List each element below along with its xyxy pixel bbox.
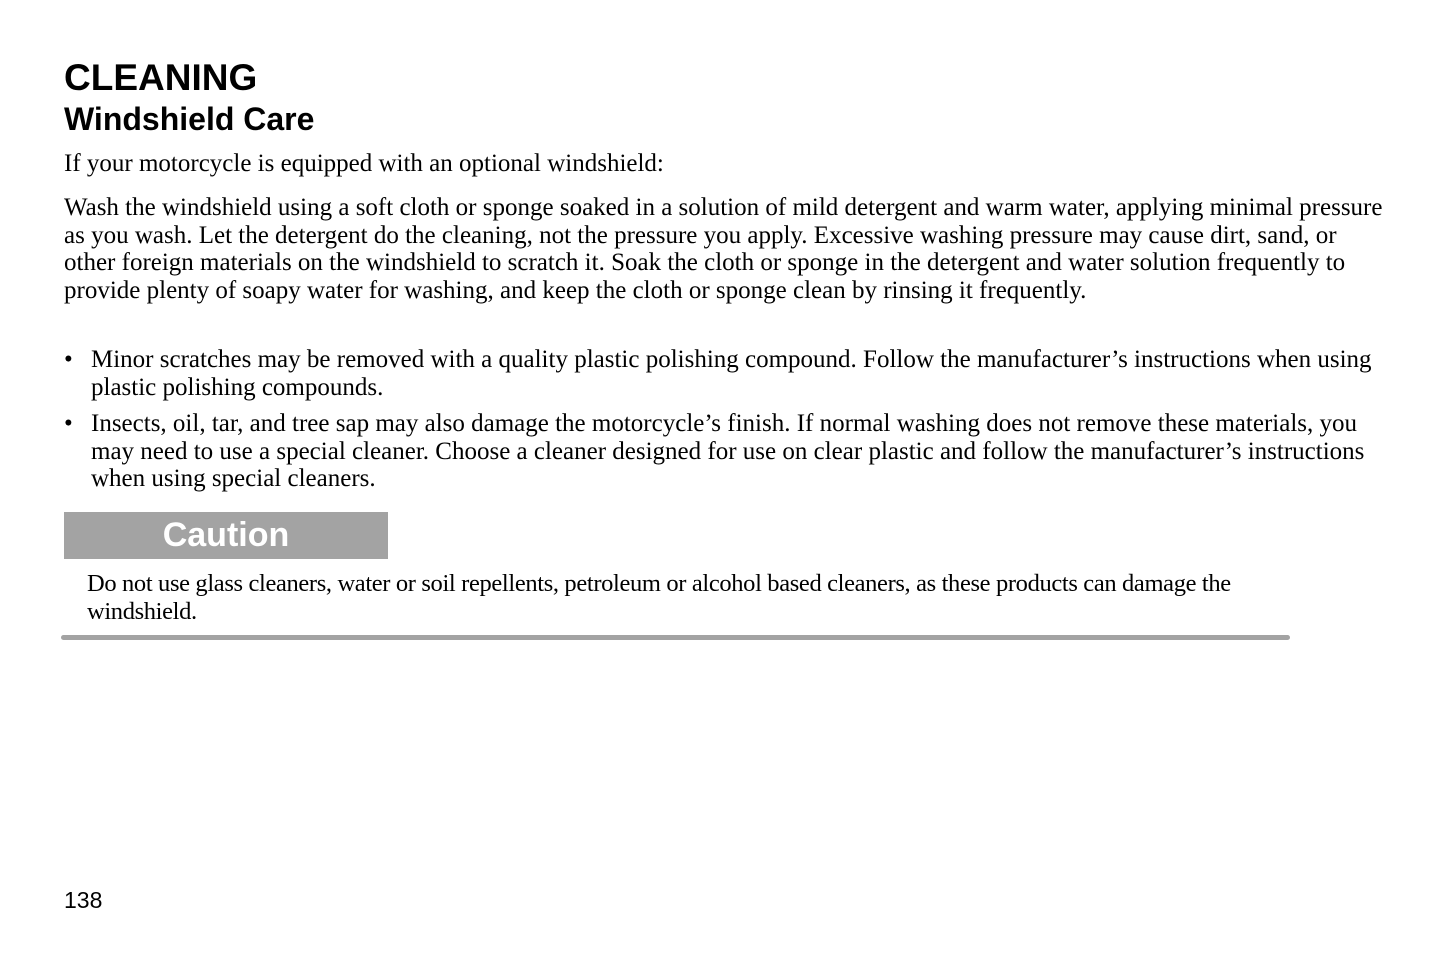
section-title: CLEANING [64, 57, 258, 98]
caution-label: Caution [162, 516, 290, 554]
caution-banner [64, 512, 388, 559]
list-item [64, 410, 1384, 493]
list-item-text: Minor scratches may be removed with a quality plastic polishing compound. Follow the manufacturer’s instructions when using plastic polishing compounds. [91, 346, 1372, 401]
caution-text: Do not use glass cleaners, water or soil repellents, petroleum or alcohol based cleaners, as these products can damage the windshield. [87, 570, 1231, 625]
page-number: 138 [64, 887, 103, 913]
bullet-icon: • [64, 346, 73, 373]
caution-divider [61, 635, 1290, 640]
list-item [64, 346, 1384, 401]
wash-paragraph: Wash the windshield using a soft cloth or sponge soaked in a solution of mild detergent and warm water, applying minimal pressure as you wash. Let the detergent do the cleaning, not the pressure you apply. Excessive washing pressure may cause dirt, sand, or other foreign materials on the windshield to scratch it. Soak the cloth or sponge in the detergent and water solution frequently to provide plenty of soapy water for washing, and keep the cloth or sponge clean by rinsing it frequently. [64, 194, 1383, 304]
list-item-text: Insects, oil, tar, and tree sap may also damage the motorcycle’s finish. If normal washing does not remove these materials, you may need to use a special cleaner. Choose a cleaner designed for use on clear plastic and follow the manufacturer’s instructions when using special cleaners. [91, 410, 1365, 493]
bullet-icon: • [64, 410, 73, 438]
subsection-title: Windshield Care [64, 101, 315, 137]
intro-paragraph: If your motorcycle is equipped with an optional windshield: [64, 150, 664, 177]
bullet-list [64, 346, 1384, 502]
